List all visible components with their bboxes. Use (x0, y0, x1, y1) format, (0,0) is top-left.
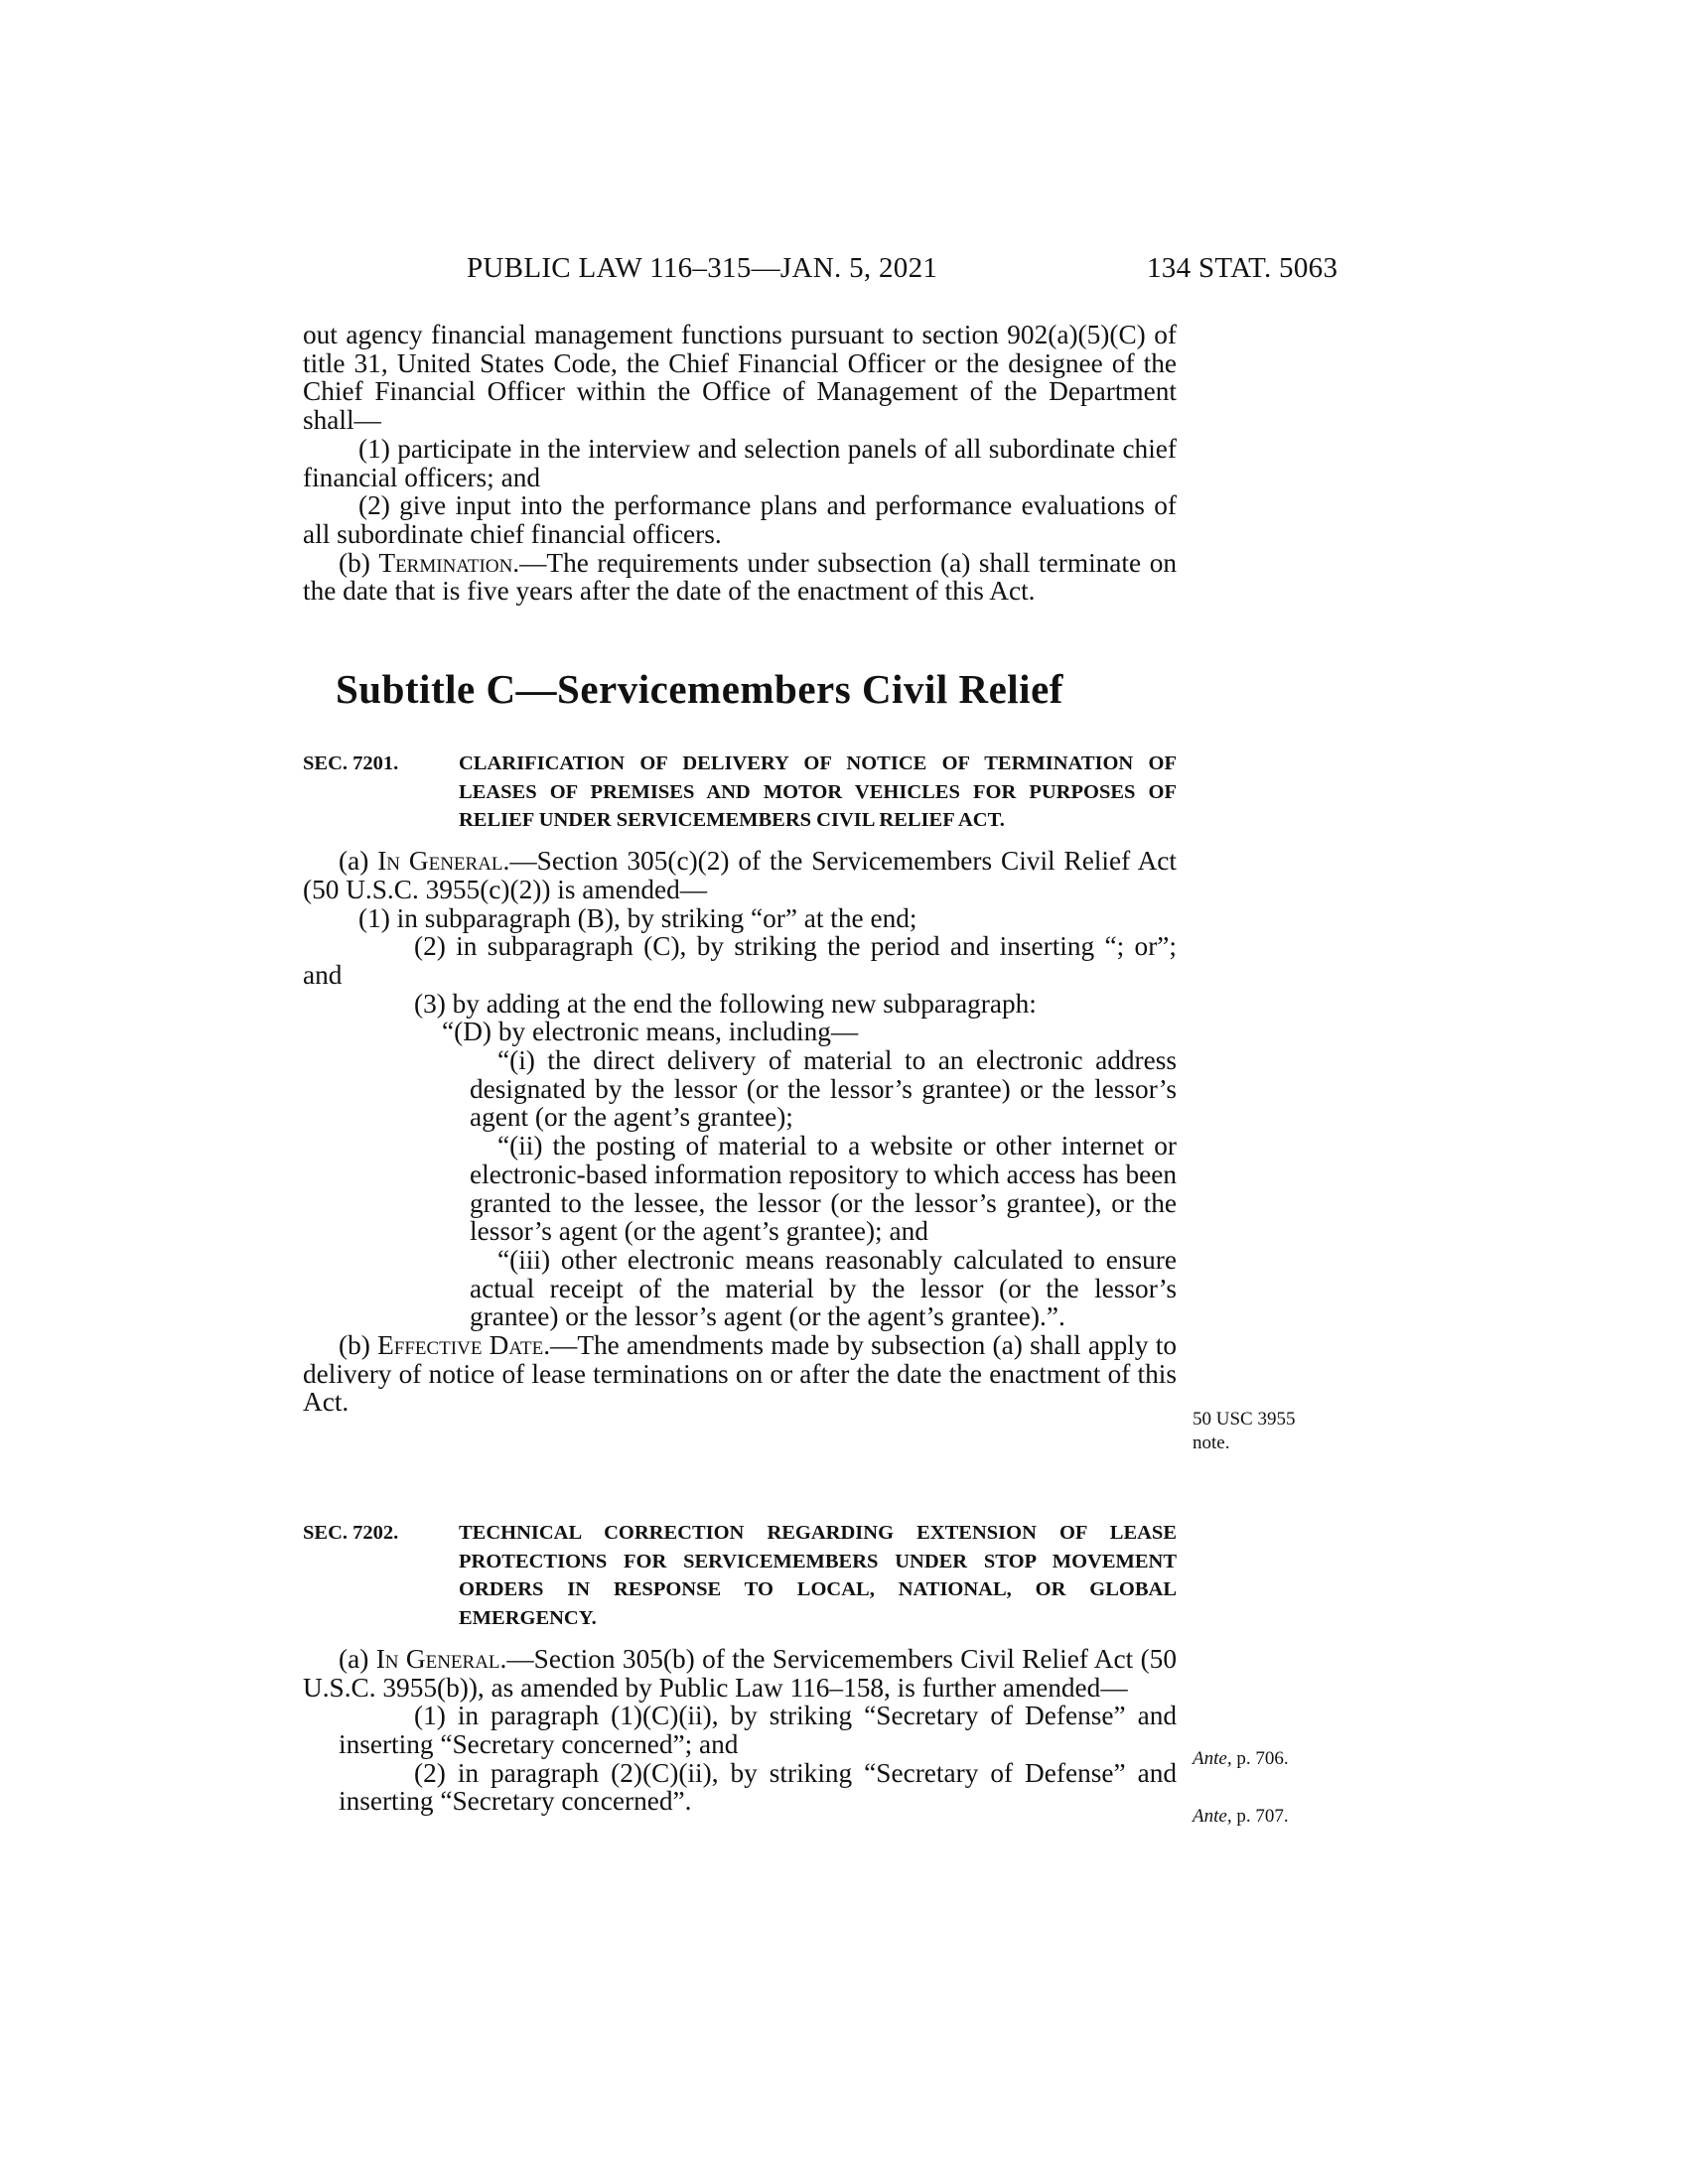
sec7202-subsection-a (303, 1645, 1177, 1702)
termination-heading: Termination (378, 547, 513, 578)
section-7201-heading (303, 750, 1177, 835)
margin-note-ante-706-page: p. 706. (1231, 1748, 1289, 1769)
sec7201-subsection-b (303, 1331, 1177, 1417)
margin-note-ante-707-italic: Ante, (1193, 1806, 1232, 1827)
margin-note-usc-line-1: 50 USC 3955 (1193, 1409, 1296, 1430)
section-7201 (303, 750, 1177, 1417)
sec7202-para-1: (1) in paragraph (1)(C)(ii), by striking “Secretary of Defense” and inserting “Secretary concerned”; and (339, 1701, 1177, 1759)
intro-item-1 (247, 435, 1177, 491)
running-header-title: PUBLIC LAW 116–315—JAN. 5, 2021 (467, 252, 938, 284)
termination-text: .—The requirements under subsection (a) shall terminate on the date that is five years after the date of the enactment of this Act. (303, 547, 1177, 607)
page-stat-number: 134 STAT. 5063 (1147, 252, 1338, 284)
margin-note-ante-707-page: p. 707. (1231, 1806, 1289, 1827)
section-7201-title: CLARIFICATION OF DELIVERY OF NOTICE OF TERMINATION OF LEASES OF PREMISES AND MOTOR VEHICLES FOR PURPOSES OF RELIEF UNDER SERVICEMEMBERS CIVIL RELIEF ACT. (459, 752, 1177, 832)
intro-paragraph: out agency financial management functions pursuant to section 902(a)(5)(C) of title 31, United States Code, the Chief Financial Officer or the designee of the Chief Financial Officer within the Office of Management of the Department shall— (303, 320, 1177, 436)
intro-item-2-text: (2) give input into the performance plans and performance evaluations of all subordinate chief financial officers. (303, 490, 1177, 549)
sec7202-a-text: .—Section 305(b) of the Servicemembers Civil Relief Act (50 U.S.C. 3955(b)), as amended by Public Law 116–158, is further amended— (303, 1643, 1177, 1703)
sec7201-quoted-iii: “(iii) other electronic means reasonably calculated to ensure actual receipt of the material by the lessor (or the lessor’s grantee) or the lessor’s agent (or the agent’s grantee).”. (470, 1244, 1177, 1332)
sec7201-quoted-ii: “(ii) the posting of material to a website or other internet or electronic-based information repository to which access has been granted to the lessee, the lessor (or the lessor’s grantee), or the lessor’s agent (or the agent’s grantee); and (470, 1131, 1177, 1247)
sec7201-b-heading: Effective Date (377, 1330, 544, 1361)
subtitle-heading: Subtitle C—Servicemembers Civil Relief (336, 666, 1063, 712)
intro-termination (303, 549, 1177, 606)
sec7201-para-1: (1) in subparagraph (B), by striking “or” at the end; (358, 902, 917, 933)
sec7201-quoted-i: “(i) the direct delivery of material to an electronic address designated by the lessor (or the lessor’s grantee) or the lessor’s agent (or the agent’s grantee); (470, 1045, 1177, 1133)
section-7202-heading (303, 1519, 1177, 1633)
sec7201-b-prefix: (b) (339, 1330, 378, 1361)
sec7202-a-heading: In General (375, 1643, 500, 1674)
intro-item-1-text: (1) participate in the interview and selection panels of all subordinate chief financial officers; and (303, 433, 1177, 492)
termination-prefix: (b) (339, 547, 379, 578)
margin-note-usc (1193, 1408, 1295, 1455)
sec7201-para-3: (3) by adding at the end the following new subparagraph: (414, 988, 1037, 1019)
section-7202-number: SEC. 7202. (303, 1522, 399, 1544)
sec7201-quoted-d: “(D) by electronic means, including— (442, 1017, 859, 1047)
margin-note-ante-706 (1193, 1747, 1289, 1771)
sec7201-para-2 (247, 932, 1177, 989)
sec7201-a-heading: In General (377, 846, 503, 877)
sec7201-a-prefix: (a) (339, 846, 378, 877)
sec7201-b-text: .—The amendments made by subsection (a) shall apply to delivery of notice of lease terminations on or after the date the enactment of this Act. (303, 1330, 1177, 1418)
sec7201-a-text: .—Section 305(c)(2) of the Servicemembers Civil Relief Act (50 U.S.C. 3955(c)(2)) is amended— (303, 846, 1177, 904)
sec7202-para-2: (2) in paragraph (2)(C)(ii), by striking “Secretary of Defense” and inserting “Secretary concerned”. (339, 1757, 1177, 1817)
sec7201-subsection-a (303, 847, 1177, 903)
section-7202-title: TECHNICAL CORRECTION REGARDING EXTENSION OF LEASE PROTECTIONS FOR SERVICEMEMBERS UNDER STOP MOVEMENT ORDERS IN RESPONSE TO LOCAL, NATIONAL, OR GLOBAL EMERGENCY. (459, 1522, 1177, 1630)
sec7201-para-2-text: (2) in subparagraph (C), by striking the period and inserting “; or”; and (303, 931, 1177, 990)
margin-note-usc-line-2: note. (1193, 1433, 1230, 1453)
sec7202-a-prefix: (a) (339, 1643, 376, 1674)
intro-item-2 (247, 491, 1177, 548)
section-7202 (303, 1519, 1177, 1816)
intro-block (303, 321, 1177, 606)
margin-note-ante-707 (1193, 1805, 1289, 1829)
section-7201-number: SEC. 7201. (303, 752, 399, 774)
margin-note-ante-706-italic: Ante, (1193, 1748, 1232, 1769)
